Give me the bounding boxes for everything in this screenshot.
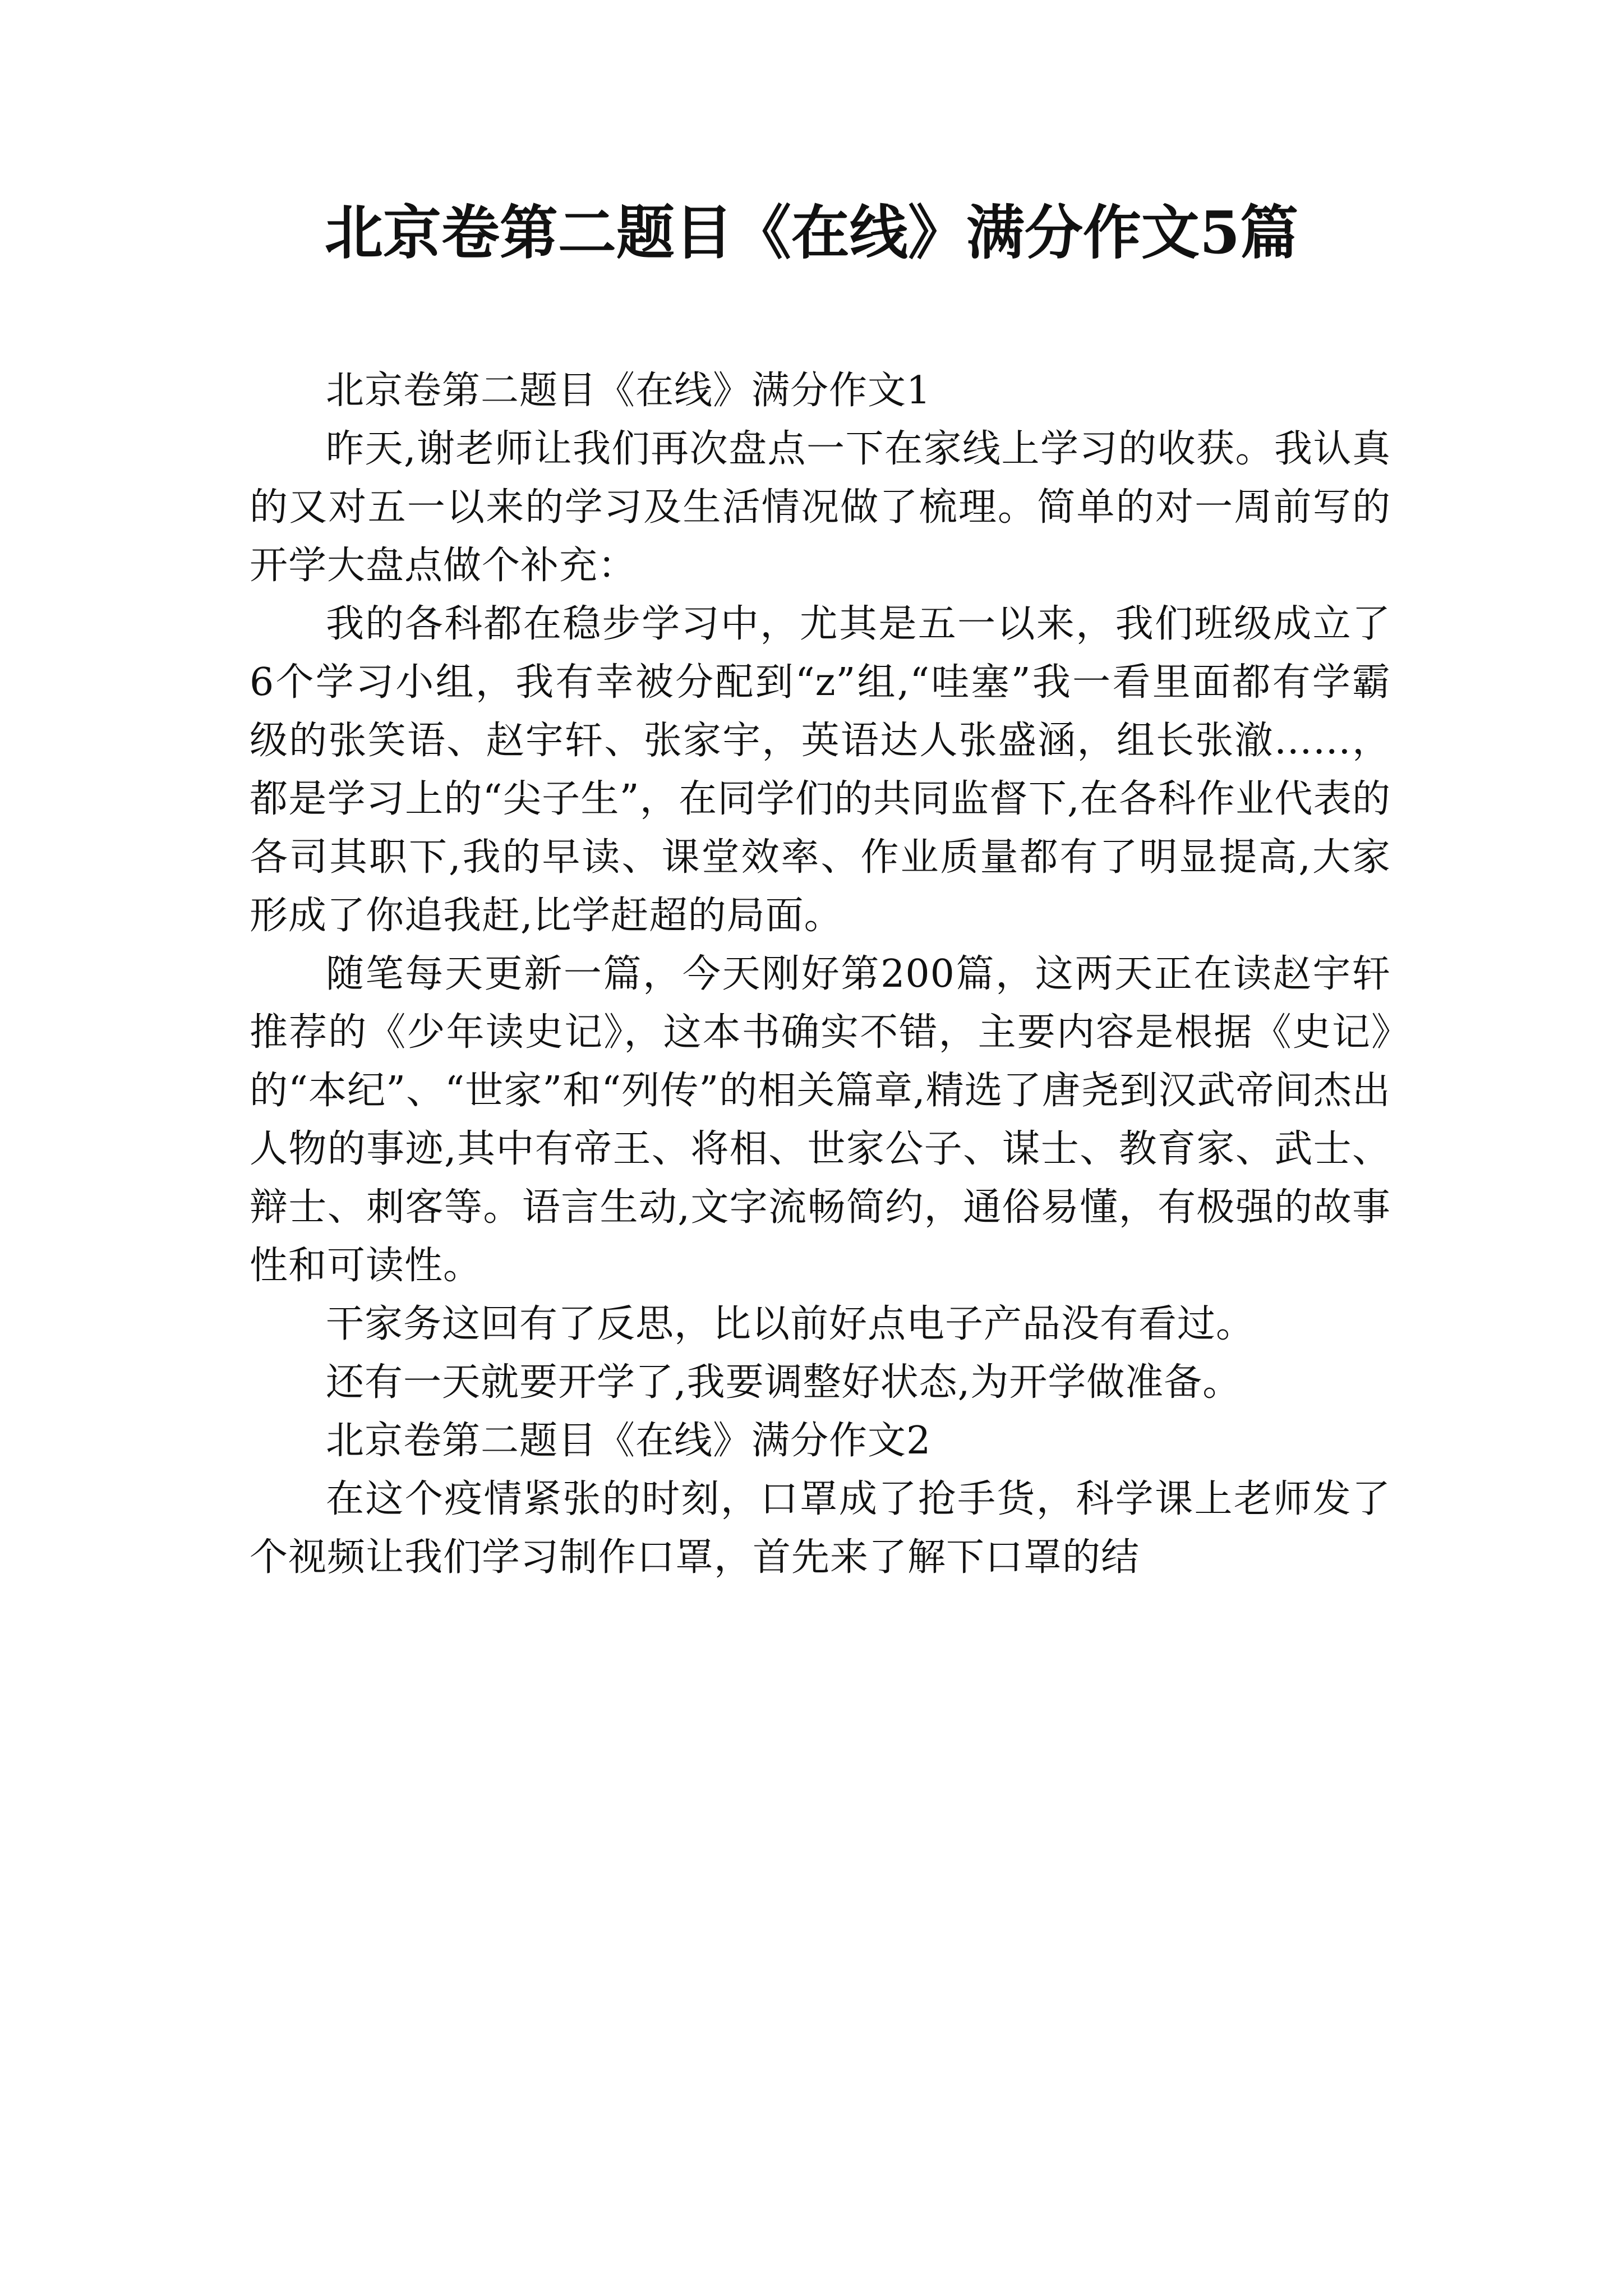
essay-heading-1: 北京卷第二题目《在线》满分作文1 [326,369,932,413]
paragraph: 昨天,谢老师让我们再次盘点一下在家线上学习的收获。我认真的又对五一以来的学习及生活情况做了梳理。简单的对一周前写的开学大盘点做个补充： [250,427,1391,588]
paragraph: 随笔每天更新一篇，今天刚好第200篇，这两天正在读赵宇轩推荐的《少年读史记》，这本书确实不错，主要内容是根据《史记》的“本纪”、“世家”和“列传”的相关篇章,精选了唐尧到汉武帝间杰出人物的事迹,其中有帝王、将相、世家公子、谋士、教育家、武士、辩士、刺客等。语言生动,文字流畅简约，通俗易懂，有极强的故事性和可读性。 [250,952,1391,1288]
document-body [250,362,1391,1587]
paragraph: 在这个疫情紧张的时刻，口罩成了抢手货，科学课上老师发了个视频让我们学习制作口罩，首先来了解下口罩的结 [250,1477,1391,1580]
document-title: 北京卷第二题目《在线》满分作文5篇 [324,198,1299,267]
essay-heading-2: 北京卷第二题目《在线》满分作文2 [326,1419,932,1463]
paragraph: 干家务这回有了反思，比以前好点电子产品没有看过。 [326,1302,1255,1346]
paragraph: 还有一天就要开学了,我要调整好状态,为开学做准备。 [326,1360,1242,1405]
paragraph: 我的各科都在稳步学习中，尤其是五一以来，我们班级成立了6个学习小组，我有幸被分配到“z”组,“哇塞”我一看里面都有学霸级的张笑语、赵宇轩、张家宇，英语达人张盛涵，组长张澈……，都是学习上的“尖子生”，在同学们的共同监督下,在各科作业代表的各司其职下,我的早读、课堂效率、作业质量都有了明显提高,大家形成了你追我赶,比学赶超的局面。 [250,602,1391,938]
